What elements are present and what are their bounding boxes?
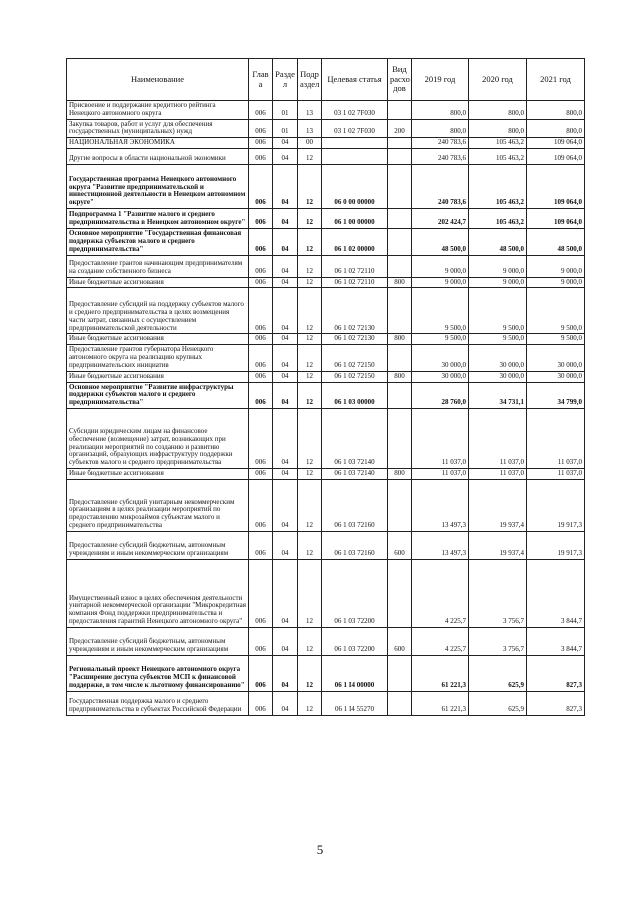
- amount-2020-cell: 34 731,1: [469, 382, 527, 408]
- table-row: [67, 119, 585, 138]
- amount-2020-cell: 625,9: [469, 691, 527, 715]
- section-cell: 01: [273, 119, 298, 138]
- amount-2020-cell: 105 463,2: [469, 138, 527, 149]
- section-cell: 04: [273, 138, 298, 149]
- expense-type-cell: [388, 209, 412, 229]
- amount-2020-cell: 19 937,4: [469, 479, 527, 531]
- chapter-cell: 006: [249, 371, 273, 382]
- chapter-cell: 006: [249, 627, 273, 655]
- section-cell: 04: [273, 469, 298, 480]
- amount-2021-cell: 800,0: [527, 101, 585, 120]
- name-cell: Основное мероприятие "Развитие инфраструктуры поддержки субъектов малого и среднего предпринимательства": [67, 382, 249, 408]
- section-cell: 04: [273, 371, 298, 382]
- target-item-cell: [322, 138, 388, 149]
- amount-2020-cell: 30 000,0: [469, 371, 527, 382]
- target-item-cell: 06 1 02 00000: [322, 229, 388, 255]
- amount-2020-cell: 105 463,2: [469, 165, 527, 209]
- target-item-cell: 06 1 I4 00000: [322, 655, 388, 691]
- table-row: [67, 469, 585, 480]
- expense-type-cell: [388, 559, 412, 627]
- expense-type-cell: [388, 138, 412, 149]
- section-cell: 04: [273, 334, 298, 345]
- target-item-cell: 06 1 03 72200: [322, 627, 388, 655]
- header-col-section: Разде л: [273, 59, 298, 101]
- target-item-cell: 03 1 02 7F030: [322, 101, 388, 120]
- budget-table: [66, 58, 585, 716]
- name-cell: Иные бюджетные ассигнования: [67, 334, 249, 345]
- section-cell: 04: [273, 255, 298, 277]
- amount-2019-cell: 13 497,3: [412, 531, 469, 559]
- chapter-cell: 006: [249, 288, 273, 334]
- expense-type-cell: 600: [388, 627, 412, 655]
- name-cell: Иные бюджетные ассигнования: [67, 277, 249, 288]
- subsection-cell: 12: [298, 277, 322, 288]
- name-cell: Иные бюджетные ассигнования: [67, 371, 249, 382]
- amount-2019-cell: 28 760,0: [412, 382, 469, 408]
- chapter-cell: 006: [249, 119, 273, 138]
- header-col-2020: 2020 год: [469, 59, 527, 101]
- section-cell: 04: [273, 655, 298, 691]
- amount-2019-cell: 9 000,0: [412, 255, 469, 277]
- table-row: [67, 229, 585, 255]
- name-cell: Другие вопросы в области национальной экономики: [67, 149, 249, 165]
- section-cell: 04: [273, 409, 298, 469]
- chapter-cell: 006: [249, 209, 273, 229]
- subsection-cell: 12: [298, 469, 322, 480]
- amount-2021-cell: 9 500,0: [527, 334, 585, 345]
- expense-type-cell: [388, 288, 412, 334]
- section-cell: 04: [273, 531, 298, 559]
- subsection-cell: 12: [298, 334, 322, 345]
- expense-type-cell: [388, 409, 412, 469]
- amount-2019-cell: 4 225,7: [412, 627, 469, 655]
- name-cell: Субсидии юридическим лицам на финансовое обеспечение (возмещение) затрат, возникающих при реализации мероприятий по созданию и развитию организаций, образующих инфраструктуру поддержки субъектов малого и среднего предпринимательства: [67, 409, 249, 469]
- target-item-cell: 06 1 I4 55270: [322, 691, 388, 715]
- name-cell: Имущественный взнос в целях обеспечения деятельности унитарной некоммерческой организации "Микрокредитная компания Фонд поддержки предпринимательства и предоставления гарантий Ненецкого автономного округа": [67, 559, 249, 627]
- table-row: [67, 559, 585, 627]
- target-item-cell: 06 1 00 00000: [322, 209, 388, 229]
- expense-type-cell: [388, 345, 412, 371]
- chapter-cell: 006: [249, 409, 273, 469]
- amount-2021-cell: 19 917,3: [527, 479, 585, 531]
- amount-2021-cell: 9 000,0: [527, 255, 585, 277]
- amount-2019-cell: 9 500,0: [412, 288, 469, 334]
- expense-type-cell: 800: [388, 371, 412, 382]
- header-col-2021: 2021 год: [527, 59, 585, 101]
- target-item-cell: 03 1 02 7F030: [322, 119, 388, 138]
- header-col-chapter: Глав а: [249, 59, 273, 101]
- amount-2021-cell: 800,0: [527, 119, 585, 138]
- amount-2019-cell: 11 037,0: [412, 409, 469, 469]
- subsection-cell: 12: [298, 691, 322, 715]
- expense-type-cell: 800: [388, 469, 412, 480]
- section-cell: 04: [273, 165, 298, 209]
- name-cell: Основное мероприятие "Государственная финансовая поддержка субъектов малого и среднего предпринимательства": [67, 229, 249, 255]
- amount-2019-cell: 61 221,3: [412, 691, 469, 715]
- chapter-cell: 006: [249, 149, 273, 165]
- expense-type-cell: [388, 165, 412, 209]
- section-cell: 04: [273, 559, 298, 627]
- table-row: [67, 209, 585, 229]
- target-item-cell: 06 1 03 72140: [322, 409, 388, 469]
- chapter-cell: 006: [249, 479, 273, 531]
- chapter-cell: 006: [249, 382, 273, 408]
- table-row: [67, 531, 585, 559]
- amount-2021-cell: 9 500,0: [527, 288, 585, 334]
- name-cell: Предоставление грантов губернатора Ненецкого автономного округа на реализацию крупных предпринимательских инициатив: [67, 345, 249, 371]
- amount-2019-cell: 13 497,3: [412, 479, 469, 531]
- subsection-cell: 12: [298, 409, 322, 469]
- amount-2019-cell: 48 500,0: [412, 229, 469, 255]
- amount-2021-cell: 11 037,0: [527, 409, 585, 469]
- name-cell: НАЦИОНАЛЬНАЯ ЭКОНОМИКА: [67, 138, 249, 149]
- amount-2021-cell: 30 000,0: [527, 371, 585, 382]
- target-item-cell: 06 1 03 00000: [322, 382, 388, 408]
- table-row: [67, 277, 585, 288]
- amount-2021-cell: 11 037,0: [527, 469, 585, 480]
- amount-2021-cell: 48 500,0: [527, 229, 585, 255]
- table-row: [67, 345, 585, 371]
- amount-2021-cell: 109 064,0: [527, 165, 585, 209]
- amount-2019-cell: 30 000,0: [412, 345, 469, 371]
- amount-2021-cell: 109 064,0: [527, 209, 585, 229]
- amount-2020-cell: 800,0: [469, 119, 527, 138]
- name-cell: Предоставление субсидий на поддержку субъектов малого и среднего предпринимательства в целях возмещения части затрат, связанных с осуществлением предпринимательской деятельности: [67, 288, 249, 334]
- expense-type-cell: [388, 655, 412, 691]
- section-cell: 04: [273, 229, 298, 255]
- subsection-cell: 12: [298, 531, 322, 559]
- name-cell: Иные бюджетные ассигнования: [67, 469, 249, 480]
- amount-2019-cell: 9 000,0: [412, 277, 469, 288]
- expense-type-cell: [388, 255, 412, 277]
- chapter-cell: 006: [249, 345, 273, 371]
- amount-2020-cell: 9 500,0: [469, 334, 527, 345]
- target-item-cell: 06 0 00 00000: [322, 165, 388, 209]
- amount-2019-cell: 4 225,7: [412, 559, 469, 627]
- table-row: [67, 382, 585, 408]
- name-cell: Государственная программа Ненецкого автономного округа "Развитие предпринимательской и инвестиционной деятельности в Ненецком автономном округе": [67, 165, 249, 209]
- section-cell: 04: [273, 479, 298, 531]
- subsection-cell: 12: [298, 229, 322, 255]
- amount-2020-cell: 9 000,0: [469, 277, 527, 288]
- header-col-2019: 2019 год: [412, 59, 469, 101]
- amount-2021-cell: 827,3: [527, 691, 585, 715]
- target-item-cell: 06 1 02 72150: [322, 371, 388, 382]
- table-row: [67, 479, 585, 531]
- amount-2020-cell: 9 500,0: [469, 288, 527, 334]
- amount-2020-cell: 48 500,0: [469, 229, 527, 255]
- subsection-cell: 12: [298, 655, 322, 691]
- table-row: [67, 101, 585, 120]
- chapter-cell: 006: [249, 165, 273, 209]
- amount-2020-cell: 105 463,2: [469, 149, 527, 165]
- amount-2020-cell: 105 463,2: [469, 209, 527, 229]
- expense-type-cell: [388, 101, 412, 120]
- table-row: [67, 655, 585, 691]
- table-row: [67, 255, 585, 277]
- section-cell: 01: [273, 101, 298, 120]
- target-item-cell: 06 1 03 72160: [322, 531, 388, 559]
- header-col-expense-type: Вид расхо дов: [388, 59, 412, 101]
- amount-2020-cell: 9 000,0: [469, 255, 527, 277]
- chapter-cell: 006: [249, 559, 273, 627]
- target-item-cell: 06 1 03 72200: [322, 559, 388, 627]
- target-item-cell: 06 1 02 72110: [322, 277, 388, 288]
- subsection-cell: 12: [298, 382, 322, 408]
- amount-2019-cell: 61 221,3: [412, 655, 469, 691]
- amount-2021-cell: 109 064,0: [527, 149, 585, 165]
- name-cell: Государственная поддержка малого и среднего предпринимательства в субъектах Российской Федерации: [67, 691, 249, 715]
- name-cell: Предоставление субсидий бюджетным, автономным учреждениям и иным некоммерческим организациям: [67, 627, 249, 655]
- section-cell: 04: [273, 627, 298, 655]
- table-row: [67, 165, 585, 209]
- table-row: [67, 691, 585, 715]
- amount-2019-cell: 800,0: [412, 101, 469, 120]
- amount-2021-cell: 30 000,0: [527, 345, 585, 371]
- amount-2021-cell: 827,3: [527, 655, 585, 691]
- section-cell: 04: [273, 209, 298, 229]
- table-row: [67, 371, 585, 382]
- expense-type-cell: [388, 382, 412, 408]
- amount-2020-cell: 30 000,0: [469, 345, 527, 371]
- expense-type-cell: [388, 479, 412, 531]
- subsection-cell: 12: [298, 371, 322, 382]
- chapter-cell: 006: [249, 655, 273, 691]
- target-item-cell: 06 1 02 72130: [322, 288, 388, 334]
- subsection-cell: 00: [298, 138, 322, 149]
- subsection-cell: 13: [298, 101, 322, 120]
- amount-2019-cell: 11 037,0: [412, 469, 469, 480]
- section-cell: 04: [273, 345, 298, 371]
- target-item-cell: [322, 149, 388, 165]
- target-item-cell: 06 1 02 72110: [322, 255, 388, 277]
- expense-type-cell: 800: [388, 277, 412, 288]
- chapter-cell: 006: [249, 101, 273, 120]
- target-item-cell: 06 1 03 72160: [322, 479, 388, 531]
- table-row: [67, 627, 585, 655]
- amount-2019-cell: 9 500,0: [412, 334, 469, 345]
- section-cell: 04: [273, 277, 298, 288]
- chapter-cell: 006: [249, 138, 273, 149]
- table-row: [67, 149, 585, 165]
- table-row: [67, 409, 585, 469]
- section-cell: 04: [273, 149, 298, 165]
- amount-2021-cell: 3 844,7: [527, 559, 585, 627]
- name-cell: Предоставление субсидий бюджетным, автономным учреждениям и иным некоммерческим организациям: [67, 531, 249, 559]
- chapter-cell: 006: [249, 255, 273, 277]
- chapter-cell: 006: [249, 469, 273, 480]
- table-row: [67, 334, 585, 345]
- amount-2019-cell: 240 783,6: [412, 149, 469, 165]
- section-cell: 04: [273, 691, 298, 715]
- subsection-cell: 12: [298, 559, 322, 627]
- page-number: 5: [316, 842, 324, 857]
- amount-2019-cell: 800,0: [412, 119, 469, 138]
- amount-2019-cell: 202 424,7: [412, 209, 469, 229]
- target-item-cell: 06 1 02 72150: [322, 345, 388, 371]
- table-body: [67, 101, 585, 716]
- amount-2020-cell: 11 037,0: [469, 469, 527, 480]
- name-cell: Присвоение и поддержание кредитного рейтинга Ненецкого автономного округа: [67, 101, 249, 120]
- expense-type-cell: [388, 229, 412, 255]
- chapter-cell: 006: [249, 691, 273, 715]
- table-row: [67, 288, 585, 334]
- amount-2021-cell: 109 064,0: [527, 138, 585, 149]
- name-cell: Закупка товаров, работ и услуг для обеспечения государственных (муниципальных) нужд: [67, 119, 249, 138]
- target-item-cell: 06 1 02 72130: [322, 334, 388, 345]
- amount-2021-cell: 9 000,0: [527, 277, 585, 288]
- name-cell: Предоставление субсидий унитарным некоммерческим организациям в целях реализации мероприятий по предоставлению микрозаймов субъектам малого и среднего предпринимательства: [67, 479, 249, 531]
- amount-2019-cell: 240 783,6: [412, 138, 469, 149]
- chapter-cell: 006: [249, 531, 273, 559]
- chapter-cell: 006: [249, 229, 273, 255]
- header-col-target-item: Целевая статья: [322, 59, 388, 101]
- table-header-row: [67, 59, 585, 101]
- expense-type-cell: 600: [388, 531, 412, 559]
- subsection-cell: 12: [298, 345, 322, 371]
- amount-2020-cell: 625,9: [469, 655, 527, 691]
- expense-type-cell: [388, 149, 412, 165]
- amount-2020-cell: 19 937,4: [469, 531, 527, 559]
- subsection-cell: 12: [298, 165, 322, 209]
- amount-2019-cell: 240 783,6: [412, 165, 469, 209]
- name-cell: Региональный проект Ненецкого автономного округа "Расширение доступа субъектов МСП к финансовой поддержке, в том числе к льготному финансированию": [67, 655, 249, 691]
- subsection-cell: 12: [298, 255, 322, 277]
- subsection-cell: 12: [298, 627, 322, 655]
- expense-type-cell: 800: [388, 334, 412, 345]
- amount-2021-cell: 3 844,7: [527, 627, 585, 655]
- subsection-cell: 12: [298, 288, 322, 334]
- header-col-name: Наименование: [67, 59, 249, 101]
- expense-type-cell: 200: [388, 119, 412, 138]
- expense-type-cell: [388, 691, 412, 715]
- name-cell: Предоставление грантов начинающим предпринимателям на создание собственного бизнеса: [67, 255, 249, 277]
- chapter-cell: 006: [249, 277, 273, 288]
- table-row: [67, 138, 585, 149]
- subsection-cell: 12: [298, 209, 322, 229]
- subsection-cell: 12: [298, 149, 322, 165]
- header-col-subsection: Подр аздел: [298, 59, 322, 101]
- chapter-cell: 006: [249, 334, 273, 345]
- subsection-cell: 13: [298, 119, 322, 138]
- amount-2019-cell: 30 000,0: [412, 371, 469, 382]
- amount-2020-cell: 11 037,0: [469, 409, 527, 469]
- amount-2021-cell: 34 799,0: [527, 382, 585, 408]
- section-cell: 04: [273, 288, 298, 334]
- subsection-cell: 12: [298, 479, 322, 531]
- name-cell: Подпрограмма 1 "Развитие малого и среднего предпринимательства в Ненецком автономном округе": [67, 209, 249, 229]
- amount-2021-cell: 19 917,3: [527, 531, 585, 559]
- amount-2020-cell: 3 756,7: [469, 627, 527, 655]
- amount-2020-cell: 800,0: [469, 101, 527, 120]
- amount-2020-cell: 3 756,7: [469, 559, 527, 627]
- target-item-cell: 06 1 03 72140: [322, 469, 388, 480]
- section-cell: 04: [273, 382, 298, 408]
